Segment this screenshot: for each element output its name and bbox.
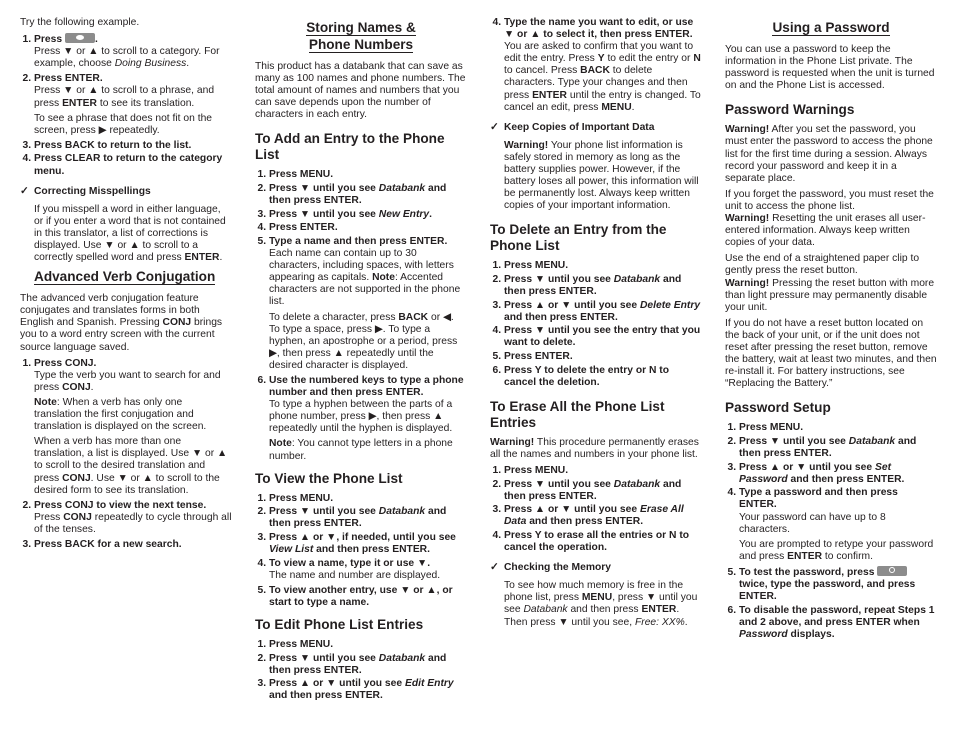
password-setup-heading: Password Setup bbox=[725, 400, 831, 416]
checking-memory-text: To see how much memory is free in the phone list, press MENU, press ▼ until you see Databank and then press ENTER. Then press ▼ until you see, Free: XX%. bbox=[504, 580, 698, 628]
edit-entries-heading: To Edit Phone List Entries bbox=[255, 616, 424, 632]
erase-warning: Warning! This procedure permanently erases all the names and numbers in your phone list. bbox=[490, 436, 699, 460]
view-list-steps: 1. Press MENU. 2. Press ▼ until you see Databank and then press ENTER. 3. Press ▲ or ▼, if needed, until you see View List and then press ENTER. 4. To view a name, type it or use ▼. The name and number are displayed. 5. To view another entry, use ▼ or ▲, or start to type a name. bbox=[255, 493, 467, 609]
checking-memory-heading: ✓ Checking the Memory bbox=[490, 562, 611, 574]
column-4: Using a Password You can use a password to keep the information in the Phone List private. The password is requested when the unit is turned on and the Phone List is accessed. Password Warnings Warning! After you set the password, you must enter the password to access the phone list for the first time during a session. Always record your password and keep it in a separate place. If you forget the password, you must reset the unit to access the phone list. Warning! Resetting the unit erases all user-entered information. Always keep written copies of your data. Use the end of a straightened paper clip to gently press the reset button. Warning! Pressing the reset button with more than light pressure may permanently disable your unit. If you do not have a reset button located on the back of your unit, or if the unit does not reset after pressing the reset button, remove the battery, wait at least two minutes, and then re-install it. For battery instructions, see “Replacing the Battery.” Password Setup 1. Press MENU. 2. Press ▼ until you see Databank and then press ENTER. 3. Press ▲ or ▼ until you see Set Password and then press ENTER. 4. Type a password and then press ENTER. Your password can have up to 8 characters. You are prompted to retype your password and press ENTER to confirm. 5. To test the password, press twice, type the password, and press ENTER. 6. To disable the password, repeat Steps 1 and 2 above, and press ENTER when Password displays. bbox=[725, 17, 937, 643]
checkmark-icon: ✓ bbox=[490, 121, 499, 133]
column-3 bbox=[490, 17, 702, 633]
add-entry-steps: 1. Press MENU. 2. Press ▼ until you see Databank and then press ENTER. 3. Press ▼ until you see New Entry. 4. Press ENTER. 5. Type a name and then press ENTER. Each name can contain up to 30 characters, including spaces, with letters appearing as capitals. Note: Accented characters are not supported in the phone list. To delete a character, press BACK or ◀. To type a space, press ▶. To type a hyphen, an apostrophe or a period, press ▶, then press ▲ repeatedly until the desired character is displayed. 6. Use the numbered keys to type a phone number and then press ENTER. To type a hyphen between the parts of a phone number, press ▶, then press ▲ repeatedly until the hyphen is displayed. Note: You cannot type letters in a phone number. bbox=[255, 169, 467, 462]
column-2 bbox=[255, 17, 467, 704]
step-4: 4. Press CLEAR to return to the category menu. bbox=[34, 153, 232, 177]
using-password-heading: Using a Password bbox=[772, 20, 890, 35]
example-steps bbox=[20, 33, 232, 178]
power-key-icon bbox=[877, 566, 907, 576]
checkmark-icon: ✓ bbox=[490, 562, 499, 574]
verb-step-3: 3. Press BACK for a new search. bbox=[34, 539, 232, 551]
correcting-misspellings-heading: ✓ Correcting Misspellings bbox=[20, 185, 151, 197]
misspellings-text: If you misspell a word in either language, or if you enter a word that is not contained in this translator, a list of corrections is displayed. Use ▼ or ▲ to scroll to a correctly spelled word and press ENTER. bbox=[34, 203, 226, 264]
keep-copies-warning: Warning! Your phone list information is safely stored in memory as long as the battery supplies power. However, if the battery loses all power, this information will be permanently lost. Always keep written copies of your important information. bbox=[504, 139, 699, 212]
verb-intro: The advanced verb conjugation feature conjugates and translates forms in both English and Spanish. Pressing CONJ brings you to a word entry screen with the current source language saved. bbox=[20, 293, 223, 353]
storing-names-heading: Storing Names & Phone Numbers bbox=[306, 20, 416, 52]
add-entry-heading: To Add an Entry to the Phone List bbox=[255, 131, 445, 163]
column-1 bbox=[20, 17, 232, 553]
password-warnings-heading: Password Warnings bbox=[725, 102, 855, 118]
edit-entries-steps: 1. Press MENU. 2. Press ▼ until you see Databank and then press ENTER. 3. Press ▲ or ▼ until you see Edit Entry and then press ENTER. bbox=[255, 639, 467, 702]
advanced-verb-heading: Advanced Verb Conjugation bbox=[34, 269, 216, 285]
erase-all-heading: To Erase All the Phone List Entries bbox=[490, 398, 665, 430]
verb-step-1: 1. Press CONJ. Type the verb you want to search for and press CONJ. Note: When a verb has only one translation the first conjugation and translation is displayed on the screen. When a verb has more than one translation, a list is displayed. Use ▼ or ▲ to scroll to the desired translation and press CONJ. Use ▼ or ▲ to scroll to the desired form to see its translation. bbox=[34, 358, 232, 497]
erase-all-steps: 1. Press MENU. 2. Press ▼ until you see Databank and then press ENTER. 3. Press ▲ or ▼ until you see Erase All Data and then press ENTER. 4. Press Y to erase all the entries or N to cancel the operation. bbox=[490, 465, 702, 554]
checkmark-icon: ✓ bbox=[20, 185, 29, 197]
edit-entries-steps-continued: 4. Type the name you want to edit, or use ▼ or ▲ to select it, then press ENTER. You are asked to confirm that you want to edit the entry. Press Y to edit the entry or N to cancel. Press BACK to delete characters. Type your changes and then press ENTER until the entry is changed. To cancel an edit, press MENU. bbox=[490, 17, 702, 114]
keep-copies-heading: ✓ Keep Copies of Important Data bbox=[490, 121, 655, 133]
menu-key-icon bbox=[65, 33, 95, 43]
verb-steps bbox=[20, 358, 232, 551]
databank-intro: This product has a databank that can save as many as 100 names and phone numbers. The total amount of names and numbers that you can save depends upon the number of characters in each entry. bbox=[255, 61, 466, 121]
view-list-heading: To View the Phone List bbox=[255, 470, 403, 486]
step-2: 2. Press ENTER. Press ▼ or ▲ to scroll to a phrase, and press ENTER to see its translation. To see a phrase that does not fit on the screen, press ▶ repeatedly. bbox=[34, 73, 232, 136]
delete-entry-steps: 1. Press MENU. 2. Press ▼ until you see Databank and then press ENTER. 3. Press ▲ or ▼ until you see Delete Entry and then press ENTER. 4. Press ▼ until you see the entry that you want to delete. 5. Press ENTER. 6. Press Y to delete the entry or N to cancel the deletion. bbox=[490, 260, 702, 388]
password-intro: You can use a password to keep the information in the Phone List private. The password is requested when the unit is turned on and the Phone List is accessed. bbox=[725, 44, 935, 92]
verb-step-2: 2. Press CONJ to view the next tense. Press CONJ repeatedly to cycle through all of the tenses. bbox=[34, 500, 232, 536]
delete-entry-heading: To Delete an Entry from the Phone List bbox=[490, 222, 667, 254]
password-setup-steps: 1. Press MENU. 2. Press ▼ until you see Databank and then press ENTER. 3. Press ▲ or ▼ until you see Set Password and then press ENTER. 4. Type a password and then press ENTER. Your password can have up to 8 characters. You are prompted to retype your password and press ENTER to confirm. 5. To test the password, press twice, type the password, and press ENTER. 6. To disable the password, repeat Steps 1 and 2 above, and press ENTER when Password displays. bbox=[725, 422, 937, 641]
intro-text: Try the following example. bbox=[20, 17, 140, 28]
step-3: 3. Press BACK to return to the list. bbox=[34, 140, 232, 152]
step-1: 1. Press . Press ▼ or ▲ to scroll to a category. For example, choose Doing Business. bbox=[34, 33, 232, 70]
